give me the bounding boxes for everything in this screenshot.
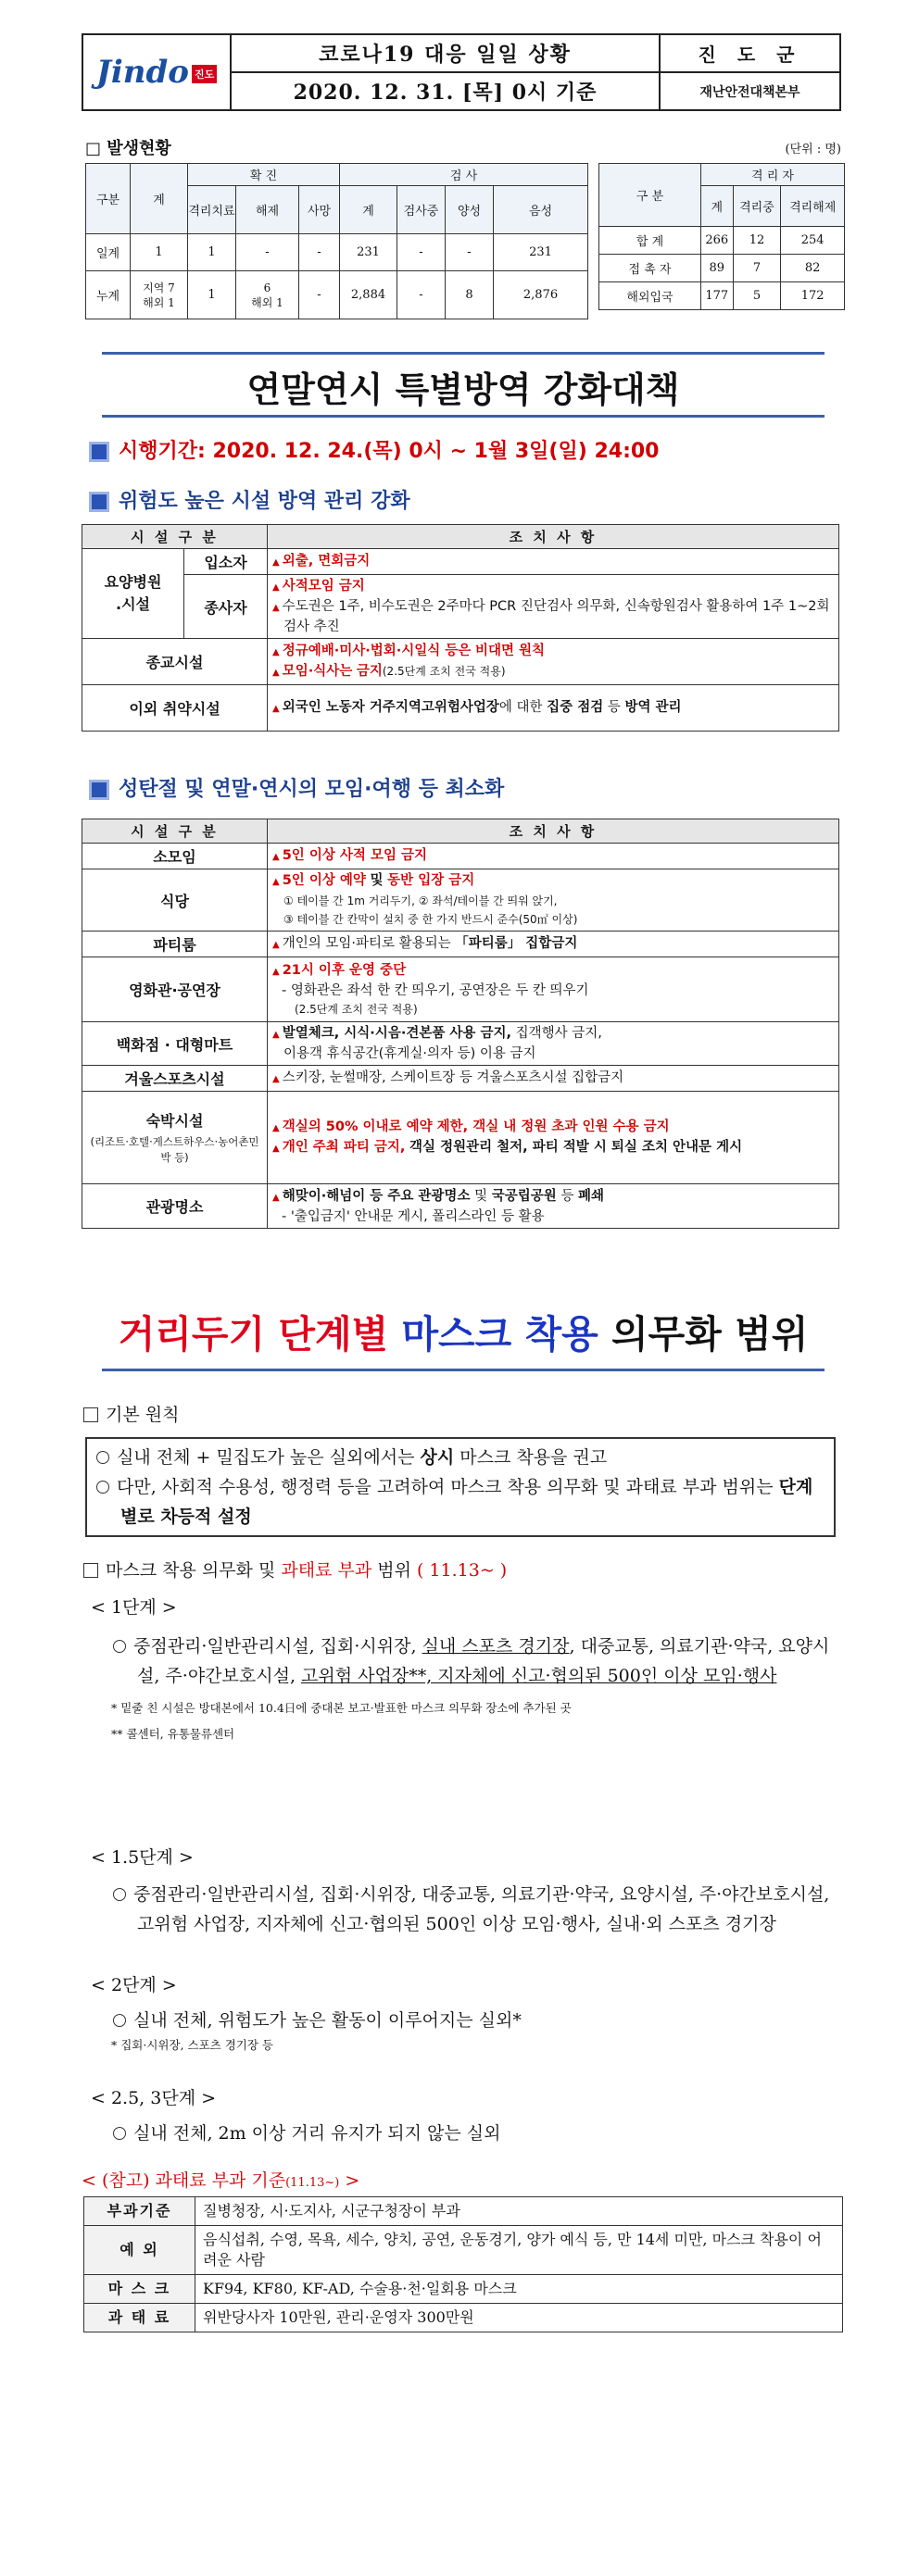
measure-note: (2.5단계 조치 전국 적용)	[382, 664, 506, 678]
circle-bullet-icon	[113, 1888, 126, 1901]
stage-note: ** 콜센터, 유통물류센터	[111, 1727, 235, 1741]
stage-title: < 1단계 >	[91, 1597, 177, 1618]
nursing-label-line: .시설	[116, 595, 150, 613]
triangle-bullet-icon: ▲	[272, 877, 280, 887]
penalty-table	[83, 2196, 843, 2332]
col-negative: 음성	[494, 186, 588, 234]
triangle-bullet-icon: ▲	[272, 939, 280, 950]
measure-text: 개인 주최 파티 금지,	[282, 1139, 406, 1155]
logo-tag: 진도	[192, 65, 217, 83]
banner-line-bottom	[102, 415, 825, 418]
resident-label: 입소자	[184, 549, 268, 575]
cell	[131, 271, 188, 319]
square-bullet-icon	[89, 442, 109, 462]
col-test-total: 계	[340, 186, 397, 234]
cell: 12	[733, 227, 781, 255]
triangle-bullet-icon: ▲	[272, 1143, 280, 1154]
subheading-2	[89, 773, 504, 802]
measure-text: 객실 정원관리 철저, 파티 적발 시 퇴실 조치 안내문 게시	[409, 1139, 743, 1155]
measure-text: 「파티룸」 집합금지	[455, 935, 578, 951]
measure-line: 이용객 휴식공간(휴게실·의자 등) 이용 금지	[283, 1046, 536, 1061]
penalty-key: 부과기준	[84, 2197, 195, 2226]
report-title: 코로나19 대응 일일 상황	[231, 34, 660, 72]
stage-text: 고위험 사업장**, 지자체에 신고·협의된 500인 이상 모임·행사	[301, 1666, 777, 1686]
measure-line: ③ 테이블 간 칸막이 설치 중 한 가지 반드시 준수(50㎡ 이상)	[283, 913, 578, 926]
report-date: 2020. 12. 31. [목] 0시 기준	[231, 72, 660, 110]
org-name: 진 도 군	[660, 34, 840, 72]
measure-line	[272, 597, 834, 636]
measure-text: 금지	[356, 663, 383, 679]
col-measure: 조 치 사 항	[268, 819, 839, 844]
cell-line: 해외 1	[251, 295, 283, 309]
cell: -	[397, 234, 446, 271]
row-label: 누계	[86, 271, 131, 319]
stage-note: * 밑줄 친 시설은 방대본에서 10.4日에 중대본 보고·발표한 마스크 의무화 장소에 추가된 곳	[111, 1701, 572, 1715]
measure-text: 및	[474, 1188, 488, 1204]
penalty-heading	[82, 2167, 359, 2192]
cell: -	[299, 271, 340, 319]
measure-text: 방역 관리	[624, 699, 682, 715]
cell: 2,876	[494, 271, 588, 319]
org-dept: 재난안전대책본부	[660, 72, 840, 110]
measure-line: - 영화관은 좌석 한 칸 띄우기, 공연장은 두 칸 띄우기	[282, 982, 589, 998]
measure-cell	[268, 957, 839, 1022]
table-row	[84, 2226, 843, 2275]
stage-text: 실내 스포츠 경기장	[422, 1636, 570, 1657]
cell: 8	[446, 271, 494, 319]
occurrence-heading	[85, 135, 845, 159]
banner-line-top	[102, 352, 825, 355]
table-row	[86, 271, 588, 319]
triangle-bullet-icon: ▲	[272, 1122, 280, 1133]
stage-title: < 1.5단계 >	[91, 1847, 194, 1868]
measure-text: 외출, 면회금지	[282, 553, 371, 569]
stage-item	[91, 1880, 850, 1939]
triangle-bullet-icon: ▲	[272, 667, 280, 678]
measure-text: 5인 이상 사적 모임 금지	[282, 847, 428, 863]
measure-line: (2.5단계 조치 전국 적용)	[295, 1002, 418, 1016]
col-release: 해제	[236, 186, 299, 234]
measure-text: 개인의 모임·파티로 활용되는	[282, 935, 451, 951]
basic-principle-heading	[83, 1400, 852, 1430]
cell: -	[299, 234, 340, 271]
square-bullet-icon	[89, 780, 109, 800]
triangle-bullet-icon: ▲	[272, 703, 280, 714]
subheading-1	[89, 485, 410, 514]
vuln-label: 이외 취약시설	[82, 685, 268, 732]
mask-title-part: 의무화 범위	[611, 1312, 809, 1357]
col-gubun: 구 분	[599, 164, 701, 227]
scope-title-text: 마스크 착용 의무화 및	[106, 1560, 276, 1581]
cell: 231	[494, 234, 588, 271]
cell: 1	[131, 234, 188, 271]
nursing-label	[82, 549, 184, 639]
small-label: 소모임	[82, 844, 268, 869]
report-header	[82, 33, 841, 111]
period-line	[89, 435, 659, 464]
checkbox-square-icon	[83, 1563, 98, 1578]
lodging-title: 숙박시설	[145, 1112, 204, 1130]
measure-text: 외국인 노동자 거주지역고위험사업장	[282, 699, 499, 715]
measure-text: 수도권은 1주, 비수도권은 2주마다 PCR 진단검사 의무화, 신속항원검사 활용하여 1주 1~2회 검사 추진	[282, 599, 830, 634]
dept-label: 백화점 · 대형마트	[82, 1022, 268, 1066]
measure-line	[272, 1187, 834, 1207]
cell: 82	[781, 255, 845, 282]
measure-line	[272, 1118, 834, 1138]
triangle-bullet-icon: ▲	[272, 603, 280, 613]
scope-title-text: 범위	[377, 1560, 411, 1581]
worker-label: 종사자	[184, 575, 268, 639]
mask-title-part: 거리두기 단계별	[118, 1312, 389, 1357]
col-facility: 시 설 구 분	[82, 525, 268, 549]
stage-item	[91, 2119, 850, 2148]
table-row	[599, 255, 845, 282]
measure-text: 등	[607, 699, 621, 715]
scope-title-text: 과태료 부과	[281, 1560, 372, 1581]
triangle-bullet-icon: ▲	[272, 556, 280, 568]
measure-line	[272, 642, 834, 662]
cell: 7	[733, 255, 781, 282]
cinema-label: 영화관·공연장	[82, 957, 268, 1022]
stage-item	[91, 1632, 850, 1691]
triangle-bullet-icon: ▲	[272, 582, 280, 593]
cell: 5	[733, 282, 781, 310]
subheading-1-text: 위험도 높은 시설 방역 관리 강화	[119, 490, 410, 513]
food-label: 식당	[82, 869, 268, 932]
cell: 89	[701, 255, 734, 282]
penalty-title-date: (11.13~)	[285, 2176, 340, 2190]
row-label: 합 계	[599, 227, 701, 255]
principle-item	[96, 1443, 825, 1472]
col-death: 사망	[299, 186, 340, 234]
checkbox-square-icon	[83, 1407, 98, 1422]
measure-line	[272, 1024, 834, 1044]
cell: 266	[701, 227, 734, 255]
stage-2-5-3	[91, 2083, 850, 2148]
mask-title-underline	[102, 1369, 825, 1371]
square-bullet-icon	[89, 492, 109, 512]
stage-2	[91, 1970, 850, 2056]
penalty-key: 마 스 크	[84, 2275, 195, 2304]
facility-measure-table	[82, 524, 839, 732]
col-gubun: 구분	[86, 164, 131, 234]
cell: 254	[781, 227, 845, 255]
measure-cell	[268, 932, 839, 957]
table-row	[599, 227, 845, 255]
unit-label: (단위 : 명)	[785, 143, 841, 156]
stage-text: 중점관리·일반관리시설, 집회·시위장,	[133, 1636, 417, 1657]
stage-note: * 집회·시위장, 스포츠 경기장 등	[111, 2038, 273, 2052]
circle-bullet-icon	[113, 2014, 126, 2027]
stage-text: 실내 전체, 위험도가 높은 활동이 이루어지는 실외*	[133, 2010, 522, 2031]
measure-cell	[268, 869, 839, 932]
measure-cell	[268, 575, 839, 639]
measure-line	[272, 577, 834, 597]
measure-cell	[268, 549, 839, 575]
measure-text: 발열체크, 시식·시음·견본품 사용 금지,	[282, 1026, 511, 1041]
col-measure: 조 치 사 항	[268, 525, 839, 549]
col-positive: 양성	[446, 186, 494, 234]
measure-text: 등	[560, 1188, 574, 1204]
religion-label: 종교시설	[82, 639, 268, 685]
cell: 1	[188, 234, 236, 271]
col-released: 격리해제	[781, 186, 845, 227]
cell: 1	[188, 271, 236, 319]
measure-cell	[268, 1184, 839, 1229]
principle-text: 마스크 착용을 권고	[460, 1447, 608, 1468]
measure-text: 집객행사 금지,	[515, 1026, 602, 1041]
jindo-logo: Jindo 진도	[82, 34, 231, 110]
penalty-value: KF94, KF80, KF-AD, 수술용·천·일회용 마스크	[195, 2275, 843, 2304]
col-total: 계	[701, 186, 734, 227]
measure-line	[272, 961, 834, 982]
measure-text: 정규예배·미사·법회·시일식 등은	[282, 643, 472, 658]
measure-text: 해맞이·해넘이 등 주요 관광명소	[282, 1188, 471, 1204]
measure-line	[272, 698, 834, 719]
period-value: : 2020. 12. 24.(목) 0시 ~ 1월 3일(일) 24:00	[197, 440, 660, 463]
row-label: 접 촉 자	[599, 255, 701, 282]
col-isolating: 격리중	[733, 186, 781, 227]
stage-text: 중점관리·일반관리시설, 집회·시위장, 대중교통, 의료기관·약국, 요양시설, 주·야간보호시설, 고위험 사업장, 지자체에 신고·협의된 500인 이상 모임·행사, 실내·외 스포츠 경기장	[133, 1884, 830, 1934]
principle-text: 단계별로 차등적 설정	[120, 1477, 813, 1527]
penalty-key: 예 외	[84, 2226, 195, 2275]
row-label: 일계	[86, 234, 131, 271]
col-facility: 시 설 구 분	[82, 819, 268, 844]
row-label: 해외입국	[599, 282, 701, 310]
measure-cell	[268, 1092, 839, 1184]
penalty-value: 질병청장, 시·도지사, 시군구청장이 부과	[195, 2197, 843, 2226]
lodging-label	[82, 1092, 268, 1184]
triangle-bullet-icon: ▲	[272, 1030, 280, 1040]
scope-title-text: ( 11.13~ )	[416, 1560, 508, 1581]
occurrence-table	[85, 163, 588, 319]
measure-line	[272, 1138, 834, 1158]
circle-bullet-icon	[113, 2127, 126, 2140]
stage-title: < 2.5, 3단계 >	[91, 2088, 217, 2108]
measure-text: 국공립공원	[491, 1188, 557, 1204]
party-label: 파티룸	[82, 932, 268, 957]
cell	[236, 271, 299, 319]
penalty-title-end: >	[345, 2170, 360, 2191]
measure-text: 집중 점검	[547, 699, 604, 715]
gathering-measure-table	[82, 819, 839, 1229]
subheading-2-text: 성탄절 및 연말·연시의 모임·여행 등 최소화	[119, 778, 505, 801]
measure-text: 비대면 원칙	[474, 643, 546, 658]
stage-text: 실내 전체, 2m 이상 거리 유지가 되지 않는 실외	[133, 2123, 501, 2144]
col-isolation: 격리치료	[188, 186, 236, 234]
circle-bullet-icon	[96, 1481, 109, 1494]
basic-principle-title: 기본 원칙	[106, 1405, 180, 1425]
measure-cell	[268, 685, 839, 732]
col-quarantine: 격 리 자	[701, 164, 845, 186]
nursing-label-line: 요양병원	[104, 573, 162, 591]
principle-text: 다만, 사회적 수용성, 행정력 등을 고려하여 마스크 착용 의무화 및 과태료 부과 범위는	[117, 1477, 774, 1497]
stage-1	[91, 1593, 850, 1744]
measure-text: 모임·식사는	[282, 663, 353, 679]
measure-text: 21시 이후 운영 중단	[282, 962, 407, 978]
cell: 231	[340, 234, 397, 271]
cell: 2,884	[340, 271, 397, 319]
measure-text: 에 대한	[498, 699, 543, 715]
measure-cell	[268, 844, 839, 869]
quarantine-table	[598, 163, 845, 310]
measure-text: 객실의 50% 이내로 예약 제한, 객실 내 정원 초과 인원 수용 금지	[282, 1119, 670, 1134]
penalty-value: 위반당사자 10만원, 관리·운영자 300만원	[195, 2304, 843, 2332]
stage-title: < 2단계 >	[91, 1975, 177, 1995]
basic-principle-box	[85, 1437, 836, 1537]
period-label: 시행기간	[119, 440, 198, 463]
scope-heading	[83, 1556, 852, 1585]
measure-cell	[268, 1066, 839, 1092]
triangle-bullet-icon: ▲	[272, 1073, 280, 1084]
winter-label: 겨울스포츠시설	[82, 1066, 268, 1092]
cell-line: 해외 1	[143, 295, 175, 309]
mask-title	[102, 1304, 825, 1359]
stage-text: , 대중교통, 의료기관·약국, 요양시설, 주·야간보호시설,	[137, 1636, 830, 1686]
cell: -	[236, 234, 299, 271]
measure-cell	[268, 639, 839, 685]
stage-item	[91, 2006, 850, 2035]
lodging-sub: (리조트·호텔·게스트하우스·농어촌민박 등)	[90, 1135, 259, 1164]
special-banner: 연말연시 특별방역 강화대책	[246, 369, 680, 410]
cell-line: 6	[263, 281, 271, 294]
measure-text: 동반 입장 금지	[387, 873, 475, 888]
circle-bullet-icon	[113, 1640, 126, 1653]
measure-line	[272, 662, 834, 682]
occurrence-title: □ 발생현황	[85, 139, 171, 158]
triangle-bullet-icon: ▲	[272, 966, 280, 977]
penalty-key: 과 태 료	[84, 2304, 195, 2332]
measure-text: 5인 이상 예약	[282, 873, 366, 888]
table-row	[84, 2197, 843, 2226]
cell-line: 지역 7	[143, 281, 175, 294]
measure-text: 및	[370, 873, 384, 888]
measure-cell	[268, 1022, 839, 1066]
triangle-bullet-icon: ▲	[272, 646, 280, 657]
col-total: 계	[131, 164, 188, 234]
principle-item	[96, 1472, 825, 1532]
col-confirmed: 확 진	[188, 164, 340, 186]
measure-line	[272, 871, 834, 892]
measure-line: - '출입금지' 안내문 게시, 폴리스라인 등 활용	[282, 1208, 545, 1224]
principle-text: 실내 전체 + 밀집도가 높은 실외에서는	[117, 1447, 415, 1468]
table-row	[86, 234, 588, 271]
cell: -	[397, 271, 446, 319]
triangle-bullet-icon: ▲	[272, 1192, 280, 1203]
circle-bullet-icon	[96, 1451, 109, 1464]
measure-text: 사적모임 금지	[282, 579, 365, 594]
mask-title-part: 마스크 착용	[401, 1312, 598, 1357]
penalty-value: 음식섭취, 수영, 목욕, 세수, 양치, 공연, 운동경기, 양가 예식 등, 만 14세 미만, 마스크 착용이 어려운 사람	[195, 2226, 843, 2275]
principle-text: 상시	[420, 1447, 455, 1468]
tour-label: 관광명소	[82, 1184, 268, 1229]
penalty-title: < (참고) 과태료 부과 기준	[82, 2170, 286, 2191]
cell: 172	[781, 282, 845, 310]
triangle-bullet-icon: ▲	[272, 851, 280, 862]
measure-text: 스키장, 눈썰매장, 스케이트장 등 겨울스포츠시설 집합금지	[282, 1069, 624, 1085]
measure-line: ① 테이블 간 1m 거리두기, ② 좌석/테이블 간 띄워 앉기,	[283, 894, 558, 907]
cell: 177	[701, 282, 734, 310]
measure-text: 폐쇄	[577, 1188, 604, 1204]
col-test: 검 사	[340, 164, 588, 186]
col-testing: 검사중	[397, 186, 446, 234]
table-row	[84, 2304, 843, 2332]
stage-1-5	[91, 1843, 850, 1939]
table-row	[84, 2275, 843, 2304]
cell: -	[446, 234, 494, 271]
table-row	[599, 282, 845, 310]
